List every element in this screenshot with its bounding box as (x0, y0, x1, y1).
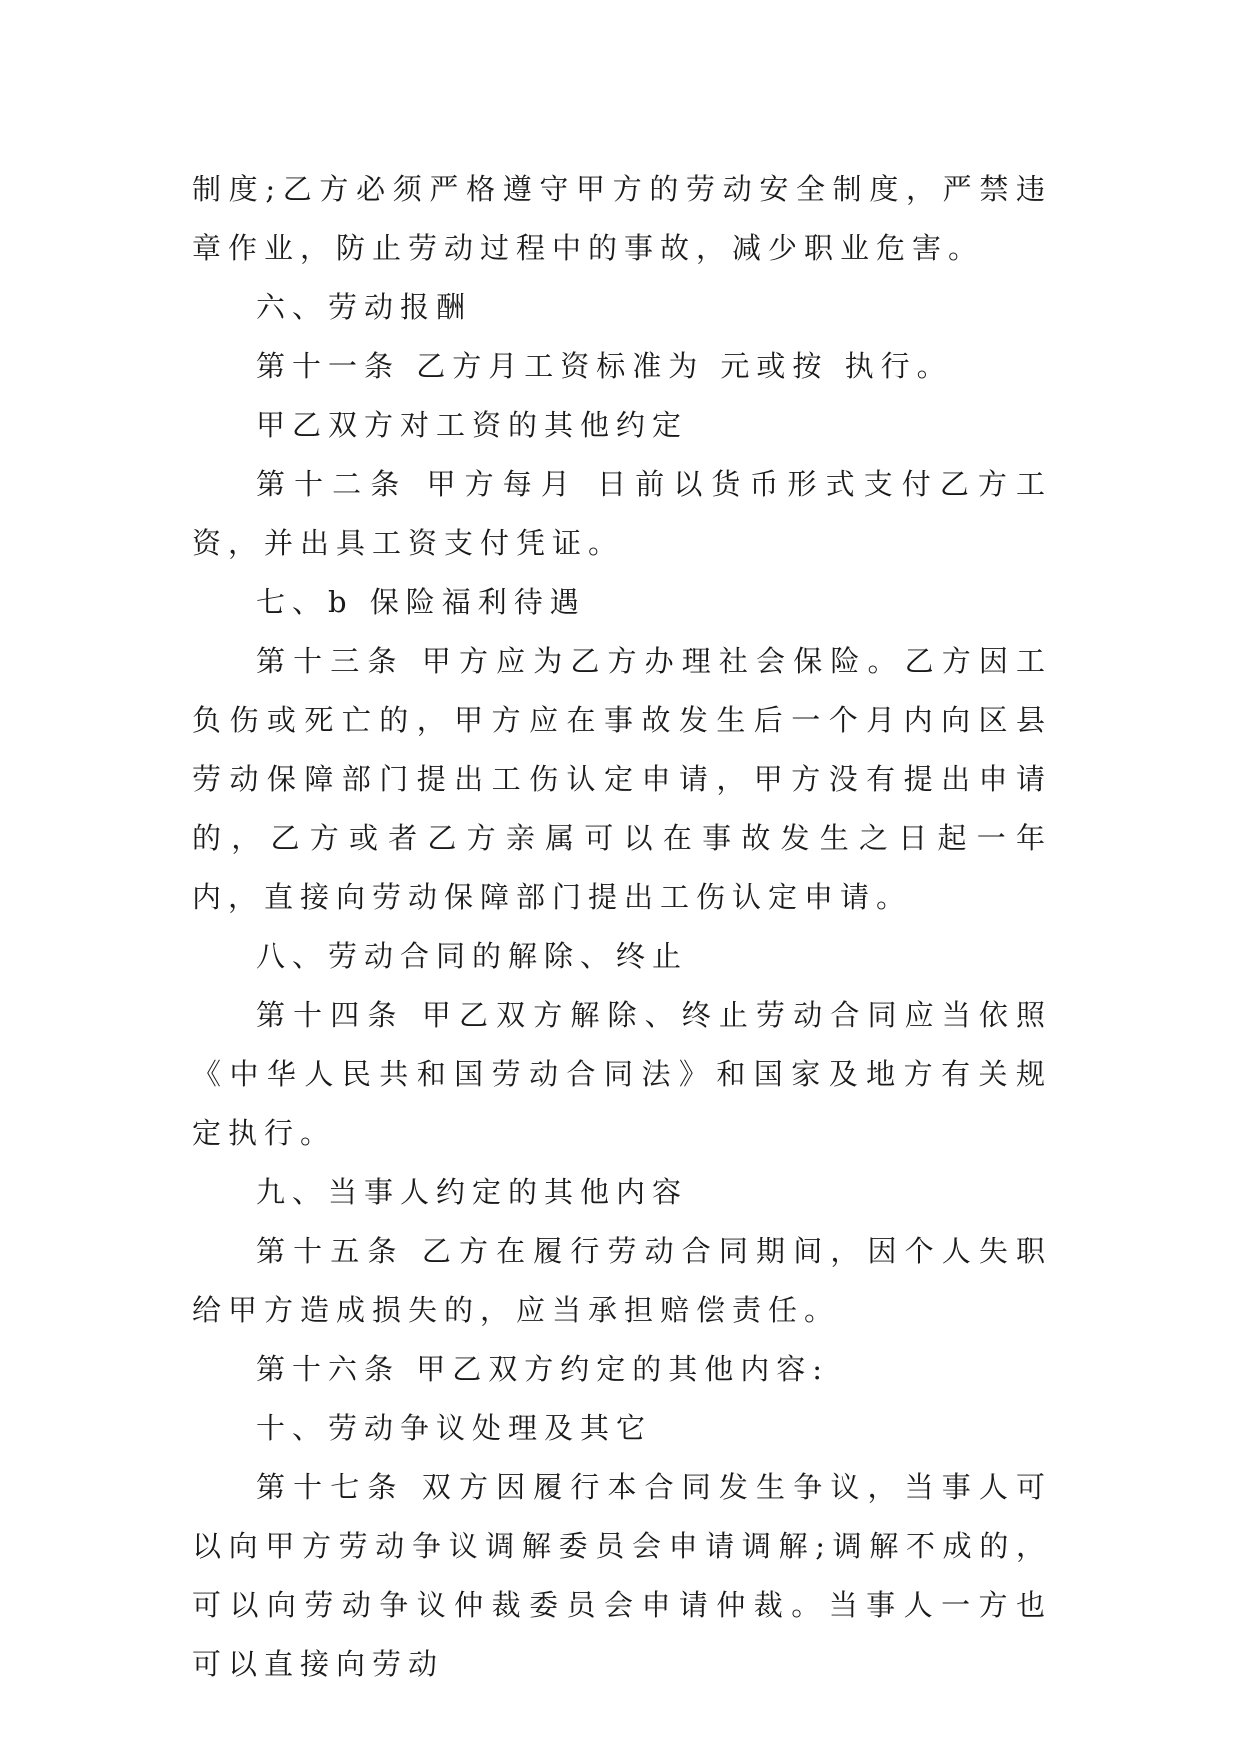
heading-termination: 八、劳动合同的解除、终止 (256, 939, 689, 973)
document-body (192, 160, 1052, 1694)
heading-dispute-handling: 十、劳动争议处理及其它 (256, 1411, 653, 1445)
article-15: 第十五条 乙方在履行劳动合同期间，因个人失职给甲方造成损失的，应当承担赔偿责任。 (192, 1234, 1052, 1327)
article-11: 第十一条 乙方月工资标准为 元或按 执行。 (256, 349, 953, 383)
paragraph-safety-continuation: 制度;乙方必须严格遵守甲方的劳动安全制度，严禁违章作业，防止劳动过程中的事故，减少职业危害。 (192, 172, 1052, 265)
heading-other-agreements: 九、当事人约定的其他内容 (256, 1175, 689, 1209)
heading-labor-remuneration: 六、劳动报酬 (256, 290, 473, 324)
paragraph-other-wage-agreement: 甲乙双方对工资的其他约定 (256, 408, 689, 442)
article-12: 第十二条 甲方每月 日前以货币形式支付乙方工资，并出具工资支付凭证。 (192, 467, 1052, 560)
heading-insurance-benefits: 七、b 保险福利待遇 (256, 585, 586, 619)
article-14: 第十四条 甲乙双方解除、终止劳动合同应当依照《中华人民共和国劳动合同法》和国家及地方有关规定执行。 (192, 998, 1052, 1150)
article-13: 第十三条 甲方应为乙方办理社会保险。乙方因工负伤或死亡的，甲方应在事故发生后一个月内向区县劳动保障部门提出工伤认定申请，甲方没有提出申请的，乙方或者乙方亲属可以在事故发生之日起一年内，直接向劳动保障部门提出工伤认定申请。 (192, 644, 1052, 914)
article-17: 第十七条 双方因履行本合同发生争议，当事人可以向甲方劳动争议调解委员会申请调解;调解不成的，可以向劳动争议仲裁委员会申请仲裁。当事人一方也可以直接向劳动 (192, 1470, 1052, 1681)
article-16: 第十六条 甲乙双方约定的其他内容: (256, 1352, 829, 1386)
